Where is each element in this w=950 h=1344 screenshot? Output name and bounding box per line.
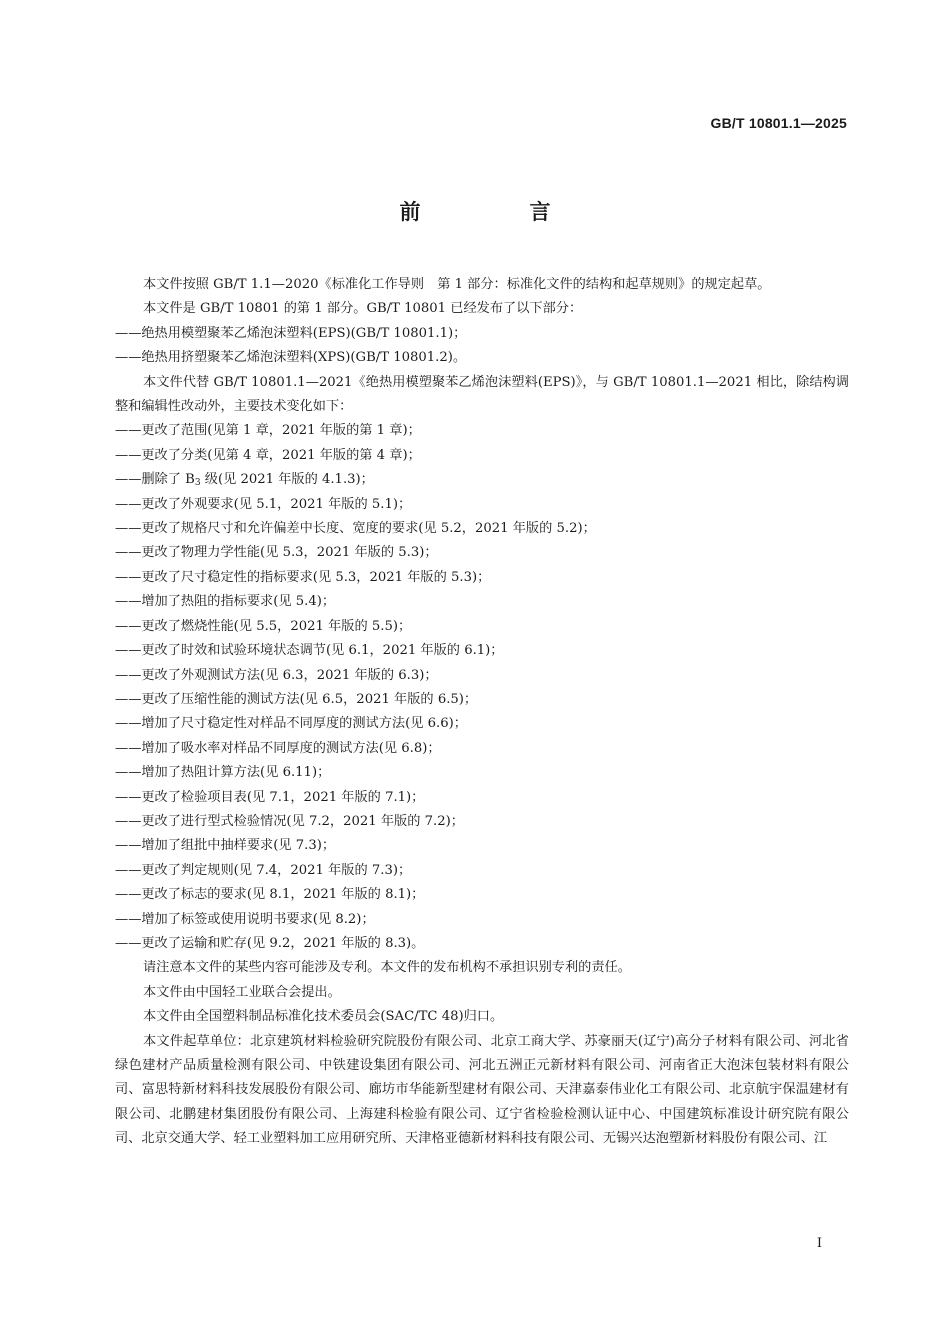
change-item: ——增加了标签或使用说明书要求(见 8.2)； [115, 911, 375, 927]
change-item: ——更改了标志的要求(见 8.1，2021 年版的 8.1)； [115, 887, 425, 903]
document-body [115, 273, 849, 1152]
change-item: ——更改了分类(见第 4 章，2021 年版的第 4 章)； [115, 447, 421, 463]
paragraph-patent-notice: 请注意本文件的某些内容可能涉及专利。本文件的发布机构不承担识别专利的责任。 [143, 960, 631, 976]
change-item: ——更改了燃烧性能(见 5.5，2021 年版的 5.5)； [115, 618, 412, 634]
list-item-part: ——绝热用模塑聚苯乙烯泡沫塑料(EPS)(GB/T 10801.1)； [115, 325, 467, 341]
change-text: ——删除了 B [115, 472, 195, 488]
change-item: ——更改了尺寸稳定性的指标要求(见 5.3，2021 年版的 5.3)； [115, 569, 491, 585]
change-item: ——增加了组批中抽样要求(见 7.3)； [115, 838, 336, 854]
change-item: ——更改了压缩性能的测试方法(见 6.5，2021 年版的 6.5)； [115, 691, 478, 707]
paragraph-parts-intro: 本文件是 GB/T 10801 的第 1 部分。GB/T 10801 已经发布了以下部分： [143, 301, 583, 317]
list-item-part: ——绝热用挤塑聚苯乙烯泡沫塑料(XPS)(GB/T 10801.2)。 [115, 350, 467, 366]
change-text: 级(见 2021 年版的 4.1.3)； [200, 472, 374, 488]
change-item: ——增加了吸水率对样品不同厚度的测试方法(见 6.8)； [115, 740, 441, 756]
change-item: ——更改了进行型式检验情况(见 7.2，2021 年版的 7.2)； [115, 813, 464, 829]
change-item: ——增加了热阻的指标要求(见 5.4)； [115, 594, 336, 610]
paragraph-centralized-by: 本文件由全国塑料制品标准化技术委员会(SAC/TC 48)归口。 [143, 1009, 504, 1025]
change-item: ——更改了外观测试方法(见 6.3，2021 年版的 6.3)； [115, 667, 438, 683]
change-item: ——增加了尺寸稳定性对样品不同厚度的测试方法(见 6.6)； [115, 716, 467, 732]
paragraph-drafting-rules: 本文件按照 GB/T 1.1—2020《标准化工作导则 第 1 部分：标准化文件的结构和起草规则》的规定起草。 [143, 277, 771, 292]
change-item: ——更改了范围(见第 1 章，2021 年版的第 1 章)； [115, 423, 421, 439]
paragraph-proposed-by: 本文件由中国轻工业联合会提出。 [143, 984, 341, 1000]
change-item: ——更改了时效和试验环境状态调节(见 6.1，2021 年版的 6.1)； [115, 643, 504, 659]
change-item: ——增加了热阻计算方法(见 6.11)； [115, 765, 331, 781]
page-number: I [816, 1236, 822, 1251]
change-item: ——更改了判定规则(见 7.4，2021 年版的 7.3)； [115, 862, 412, 878]
change-item: ——更改了检验项目表(见 7.1，2021 年版的 7.1)； [115, 789, 425, 805]
standard-code: GB/T 10801.1—2025 [710, 115, 847, 131]
page-title: 前 言 [399, 200, 595, 224]
subscript: 3 [194, 478, 201, 489]
change-item: ——更改了运输和贮存(见 9.2，2021 年版的 8.3)。 [115, 935, 425, 951]
change-item: ——更改了物理力学性能(见 5.3，2021 年版的 5.3)； [115, 545, 438, 561]
change-item: ——更改了规格尺寸和允许偏差中长度、宽度的要求(见 5.2，2021 年版的 5.2)； [115, 521, 596, 537]
paragraph-drafting-organizations: 本文件起草单位：北京建筑材料检验研究院股份有限公司、北京工商大学、苏豪丽天(辽宁)高分子材料有限公司、河北省绿色建材产品质量检测有限公司、中铁建设集团有限公司、河北五洲正元新材料有限公司、河南省正大泡沫包装材料有限公司、富思特新材料科技发展股份有限公司、廊坊市华能新型建材有限公司、天津嘉泰伟业化工有限公司、北京航宇保温建材有限公司、北鹏建材集团股份有限公司、上海建科检验有限公司、辽宁省检验检测认证中心、中国建筑标准设计研究院有限公司、北京交通大学、轻工业塑料加工应用研究所、天津格亚德新材料科技有限公司、无锡兴达泡塑新材料股份有限公司、江 [115, 1033, 849, 1147]
paragraph-replacement: 本文件代替 GB/T 10801.1—2021《绝热用模塑聚苯乙烯泡沫塑料(EPS)》，与 GB/T 10801.1—2021 相比，除结构调整和编辑性改动外，主要技术变化如下： [115, 374, 849, 415]
change-item [115, 468, 849, 492]
change-item: ——更改了外观要求(见 5.1，2021 年版的 5.1)； [115, 496, 412, 512]
